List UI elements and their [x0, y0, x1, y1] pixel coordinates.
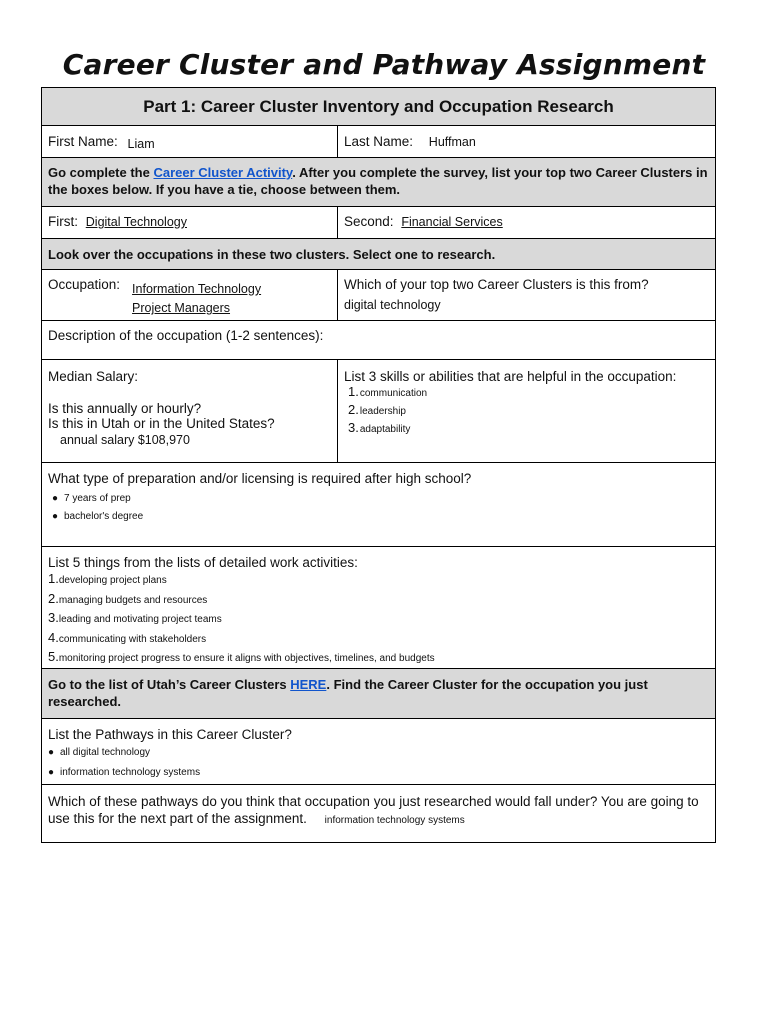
- instruction-pre: Go complete the: [48, 165, 154, 180]
- activity-item: [48, 609, 709, 629]
- occupation-line-2: Project Managers: [132, 301, 231, 315]
- activity-text[interactable]: leading and motivating project teams: [58, 614, 222, 625]
- skills-cell: [338, 360, 716, 463]
- bullet-icon: ●: [48, 746, 55, 758]
- instruction3-pre: Go to the list of Utah’s Career Clusters: [48, 676, 291, 692]
- first-name-label: First Name:: [48, 134, 118, 149]
- preparation-cell: [42, 463, 716, 547]
- preparation-question: What type of preparation and/or licensing is required after high school?: [48, 471, 472, 486]
- preparation-text[interactable]: 7 years of prep: [64, 493, 131, 504]
- activities-label: List 5 things from the lists of detailed work activities:: [48, 555, 358, 570]
- activity-text[interactable]: developing project plans: [58, 575, 167, 586]
- activity-number: 3.: [48, 610, 59, 625]
- activity-number: 4.: [48, 629, 59, 645]
- skill-number: 3.: [348, 420, 359, 435]
- salary-cell: [42, 360, 338, 463]
- activity-text[interactable]: communicating with stakeholders: [58, 633, 207, 645]
- last-name-value[interactable]: Huffman: [428, 135, 476, 149]
- instruction-cluster-activity: [42, 158, 716, 207]
- bullet-icon: ●: [52, 511, 59, 522]
- skill-text[interactable]: adaptability: [359, 424, 411, 435]
- skill-item: [348, 384, 709, 402]
- pathways-cell: [42, 718, 716, 784]
- occupation-line-1: Information Technology: [132, 282, 262, 296]
- activity-number: 1.: [48, 571, 59, 586]
- utah-or-us-question: Is this in Utah or in the United States?: [48, 416, 275, 431]
- annual-or-hourly-question: Is this annually or hourly?: [48, 401, 202, 416]
- second-cluster-value[interactable]: Financial Services: [401, 215, 503, 229]
- skill-number: 1.: [348, 384, 359, 399]
- median-salary-label: Median Salary:: [48, 369, 139, 384]
- instruction-post: . After you complete the survey, list your top two Career Clusters in the boxes below. If you have a tie, choose between them.: [48, 165, 708, 197]
- occupation-label: Occupation:: [48, 277, 121, 292]
- instruction-select-occupation: Look over the occupations in these two clusters. Select one to research.: [42, 239, 716, 270]
- description-cell[interactable]: [42, 321, 716, 360]
- first-cluster-value[interactable]: Digital Technology: [85, 215, 187, 229]
- assignment-table: [41, 87, 716, 843]
- salary-answer[interactable]: annual salary $108,970: [60, 433, 190, 447]
- here-link[interactable]: HERE: [290, 676, 327, 692]
- pathway-item: [48, 762, 709, 782]
- skill-text[interactable]: communication: [359, 388, 428, 399]
- pathway-choice-question: Which of these pathways do you think that occupation you just researched would fall under? You are going to use this for the next part of the assignment.: [48, 793, 699, 826]
- skill-item: [348, 420, 709, 438]
- activity-item: [48, 629, 709, 649]
- pathway-text[interactable]: information technology systems: [60, 766, 201, 778]
- activities-list: [48, 570, 709, 668]
- preparation-item: [52, 507, 709, 525]
- bullet-icon: ●: [48, 766, 55, 778]
- first-cluster-cell: [42, 207, 338, 239]
- last-name-label: Last Name:: [344, 134, 414, 149]
- career-cluster-activity-link[interactable]: Career Cluster Activity: [153, 165, 293, 180]
- document-title: Career Cluster and Pathway Assignment: [62, 48, 706, 81]
- last-name-cell: [338, 126, 716, 158]
- activity-item: [48, 648, 709, 668]
- activity-number: 5.: [48, 649, 59, 664]
- occupation-cell: [42, 270, 338, 321]
- activity-item: [48, 570, 709, 590]
- skill-item: [348, 402, 709, 420]
- pathway-choice-cell: [42, 784, 716, 842]
- pathway-text[interactable]: all digital technology: [60, 746, 151, 758]
- instruction3-post: . Find the Career Cluster for the occupation you just researched.: [48, 676, 648, 709]
- preparation-item: [52, 489, 709, 507]
- second-cluster-label: Second:: [344, 214, 394, 229]
- which-cluster-question: Which of your top two Career Clusters is this from?: [344, 277, 649, 292]
- occupation-answer[interactable]: [132, 277, 261, 318]
- first-name-value[interactable]: Liam: [127, 137, 155, 151]
- skill-number: 2.: [348, 402, 359, 417]
- activity-number: 2.: [48, 590, 59, 606]
- description-label: Description of the occupation (1-2 sentences):: [48, 328, 324, 343]
- which-cluster-answer[interactable]: digital technology: [344, 298, 441, 312]
- pathway-choice-answer[interactable]: information technology systems: [324, 814, 465, 826]
- first-name-cell: [42, 126, 338, 158]
- bullet-icon: ●: [52, 493, 59, 504]
- activity-text[interactable]: monitoring project progress to ensure it aligns with objectives, timelines, and budgets: [58, 653, 435, 664]
- part-heading: Part 1: Career Cluster Inventory and Occupation Research: [42, 88, 716, 126]
- skills-list: [348, 384, 709, 438]
- instruction-utah-clusters: [42, 668, 716, 718]
- which-cluster-cell: [338, 270, 716, 321]
- first-cluster-label: First:: [48, 214, 78, 229]
- activities-cell: [42, 547, 716, 669]
- skill-text[interactable]: leadership: [359, 406, 406, 417]
- activity-text[interactable]: managing budgets and resources: [58, 594, 208, 606]
- pathways-list: [48, 742, 709, 782]
- pathway-item: [48, 742, 709, 762]
- activity-item: [48, 590, 709, 610]
- second-cluster-cell: [338, 207, 716, 239]
- skills-label: List 3 skills or abilities that are helpful in the occupation:: [344, 369, 677, 384]
- pathways-label: List the Pathways in this Career Cluster?: [48, 726, 292, 742]
- preparation-list: [52, 489, 709, 525]
- preparation-text[interactable]: bachelor's degree: [64, 511, 144, 522]
